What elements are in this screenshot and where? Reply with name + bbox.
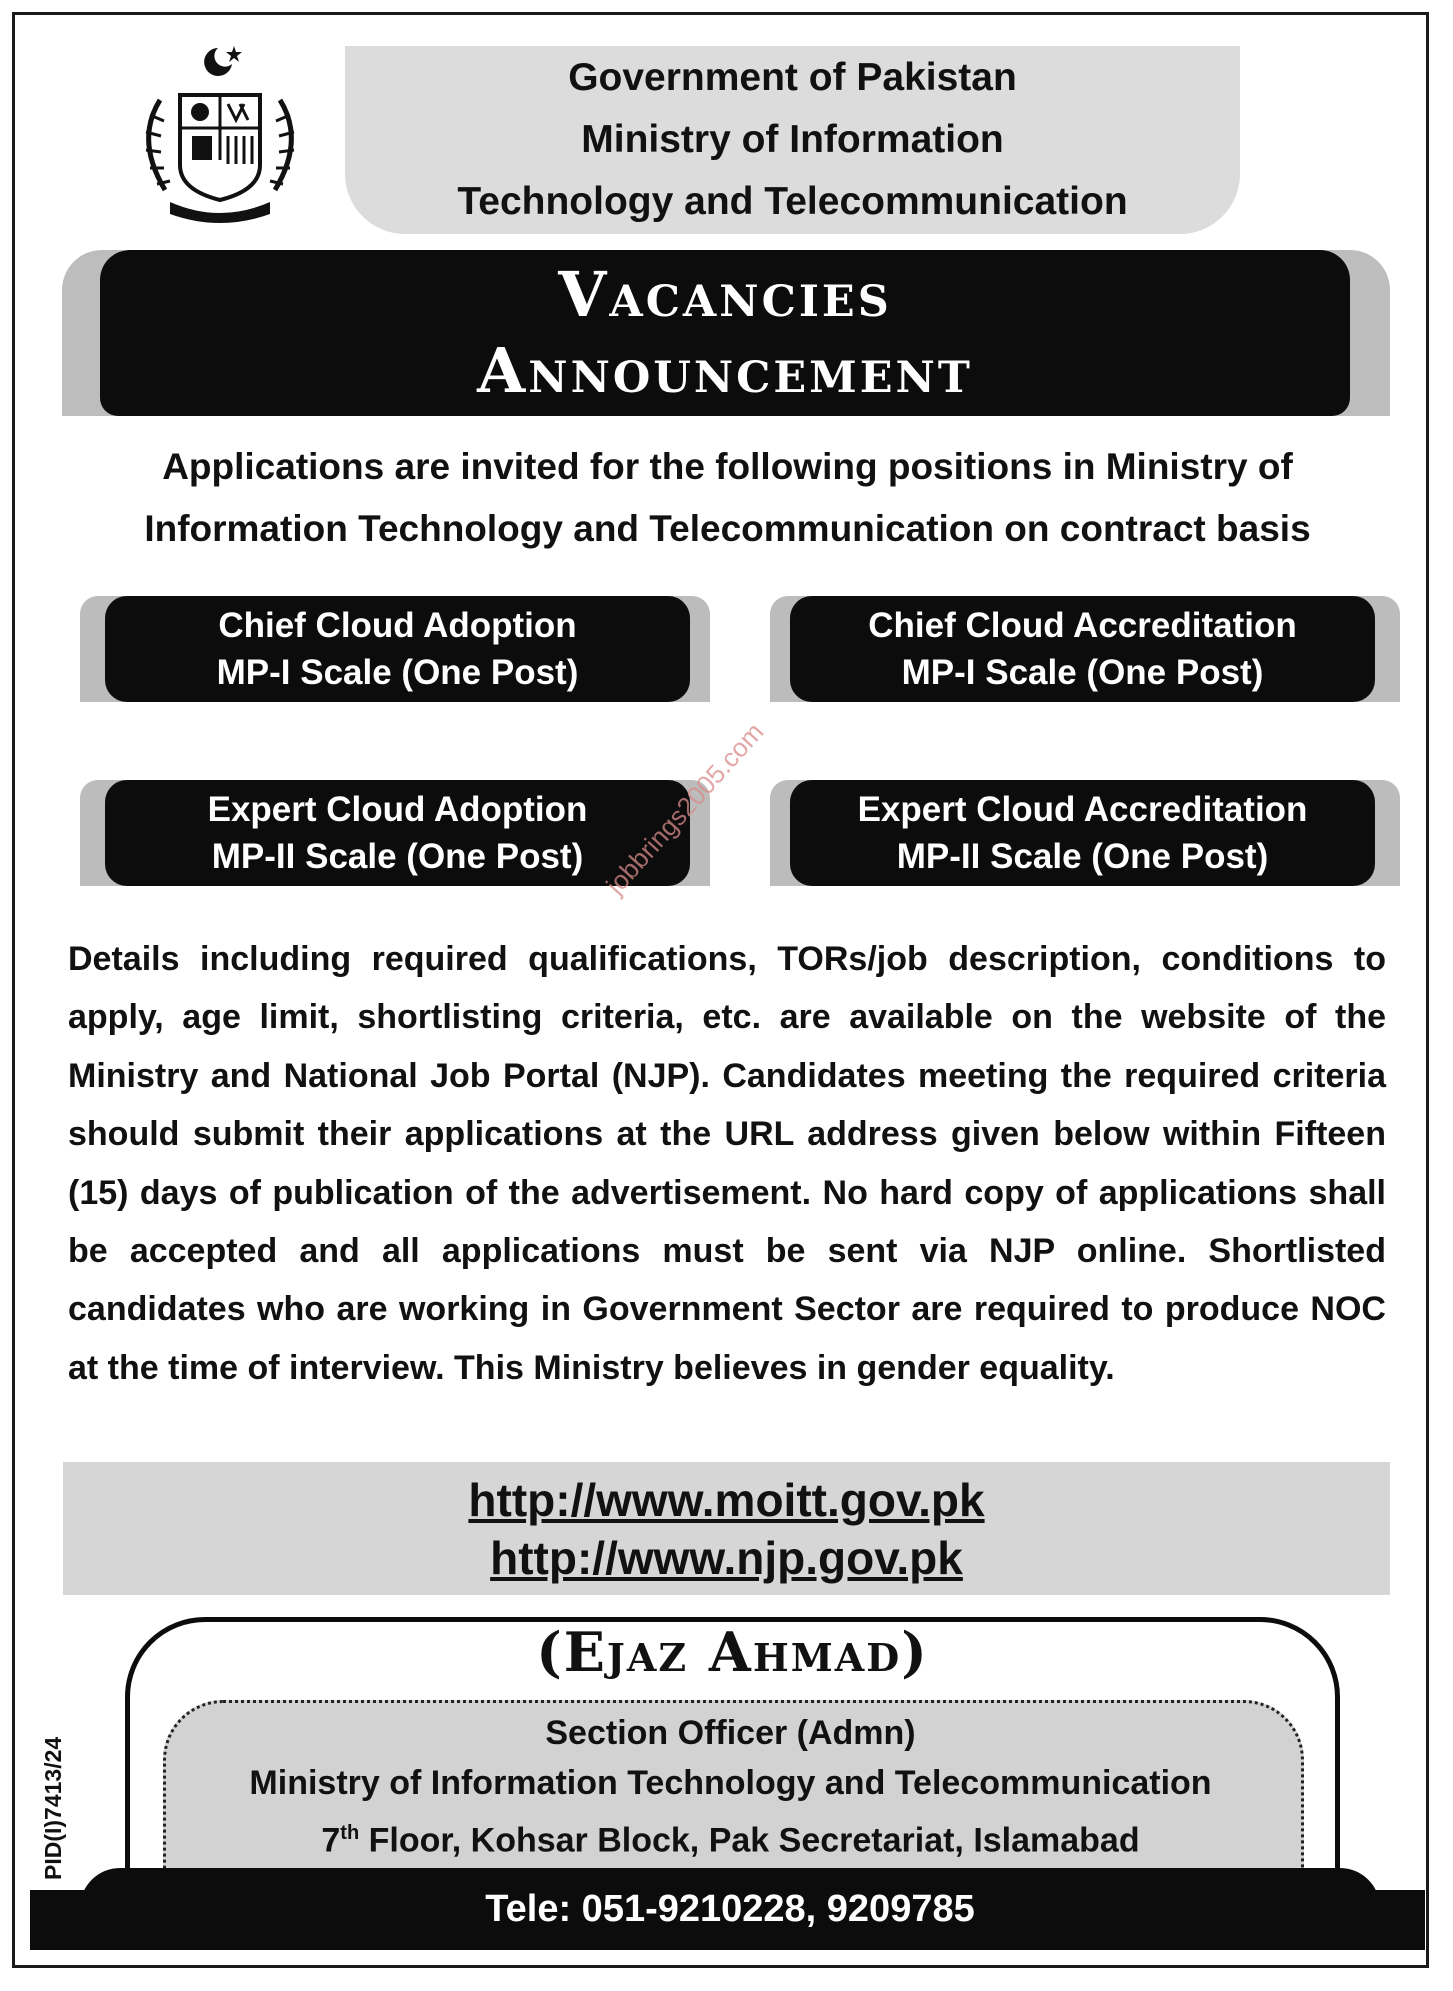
- header-line-technology: Technology and Telecommunication: [457, 180, 1128, 223]
- position-scale: MP-I Scale (One Post): [901, 653, 1264, 692]
- position-title: Expert Cloud Adoption: [207, 790, 588, 829]
- floor-number: 7: [321, 1821, 341, 1860]
- banner-line-announcement: Announcement: [477, 334, 973, 407]
- floor-suffix: th: [340, 1822, 360, 1844]
- banner-line-vacancies: Vacancies: [558, 258, 892, 331]
- signatory-address: [163, 1808, 1298, 1865]
- position-scale: MP-II Scale (One Post): [896, 837, 1269, 876]
- url-box: [63, 1462, 1390, 1595]
- signatory-name: (Ejaz Ahmad): [536, 1620, 929, 1684]
- signatory-ministry: Ministry of Information Technology and Telecommunication: [249, 1764, 1212, 1802]
- header-line-government: Government of Pakistan: [568, 56, 1017, 99]
- watermark: jobbrings2005.com: [600, 716, 770, 901]
- position-scale: MP-I Scale (One Post): [216, 653, 579, 692]
- njp-url-link[interactable]: http://www.njp.gov.pk: [490, 1531, 963, 1584]
- vacancies-banner: [100, 250, 1350, 416]
- signatory-designation: Section Officer (Admn): [545, 1714, 916, 1752]
- position-scale: MP-II Scale (One Post): [211, 837, 584, 876]
- position-chief-cloud-adoption: [105, 596, 690, 702]
- pakistan-state-emblem-icon: [130, 40, 310, 230]
- pid-number: PID(I)7413/24: [40, 1736, 66, 1880]
- signatory-details: [163, 1708, 1298, 1865]
- telephone-numbers: Tele: 051-9210228, 9209785: [80, 1868, 1380, 1938]
- intro-text: Applications are invited for the following positions in Ministry of Information Technology and Telecommunication on contract basis: [144, 446, 1311, 549]
- header-line-ministry: Ministry of Information: [581, 118, 1004, 161]
- position-chief-cloud-accreditation: [790, 596, 1375, 702]
- position-expert-cloud-adoption: [105, 780, 690, 886]
- details-paragraph: Details including required qualifications, TORs/job description, conditions to apply, age limit, shortlisting criteria, etc. are available on the website of the Ministry and National Job Portal (NJP). Candidates meeting the required criteria should submit their applications at the URL address given below within Fifteen (15) days of publication of the advertisement. No hard copy of applications shall be accepted and all applications must be sent via NJP online. Shortlisted candidates who are working in Government Sector are required to produce NOC at the time of interview. This Ministry believes in gender equality.: [68, 940, 1386, 1387]
- position-expert-cloud-accreditation: [790, 780, 1375, 886]
- position-title: Expert Cloud Accreditation: [857, 790, 1308, 829]
- position-title: Chief Cloud Accreditation: [868, 606, 1297, 645]
- header-title-box: [345, 46, 1240, 234]
- position-title: Chief Cloud Adoption: [218, 606, 577, 645]
- moitt-url-link[interactable]: http://www.moitt.gov.pk: [468, 1473, 985, 1526]
- address-text: Floor, Kohsar Block, Pak Secretariat, Islamabad: [359, 1821, 1140, 1860]
